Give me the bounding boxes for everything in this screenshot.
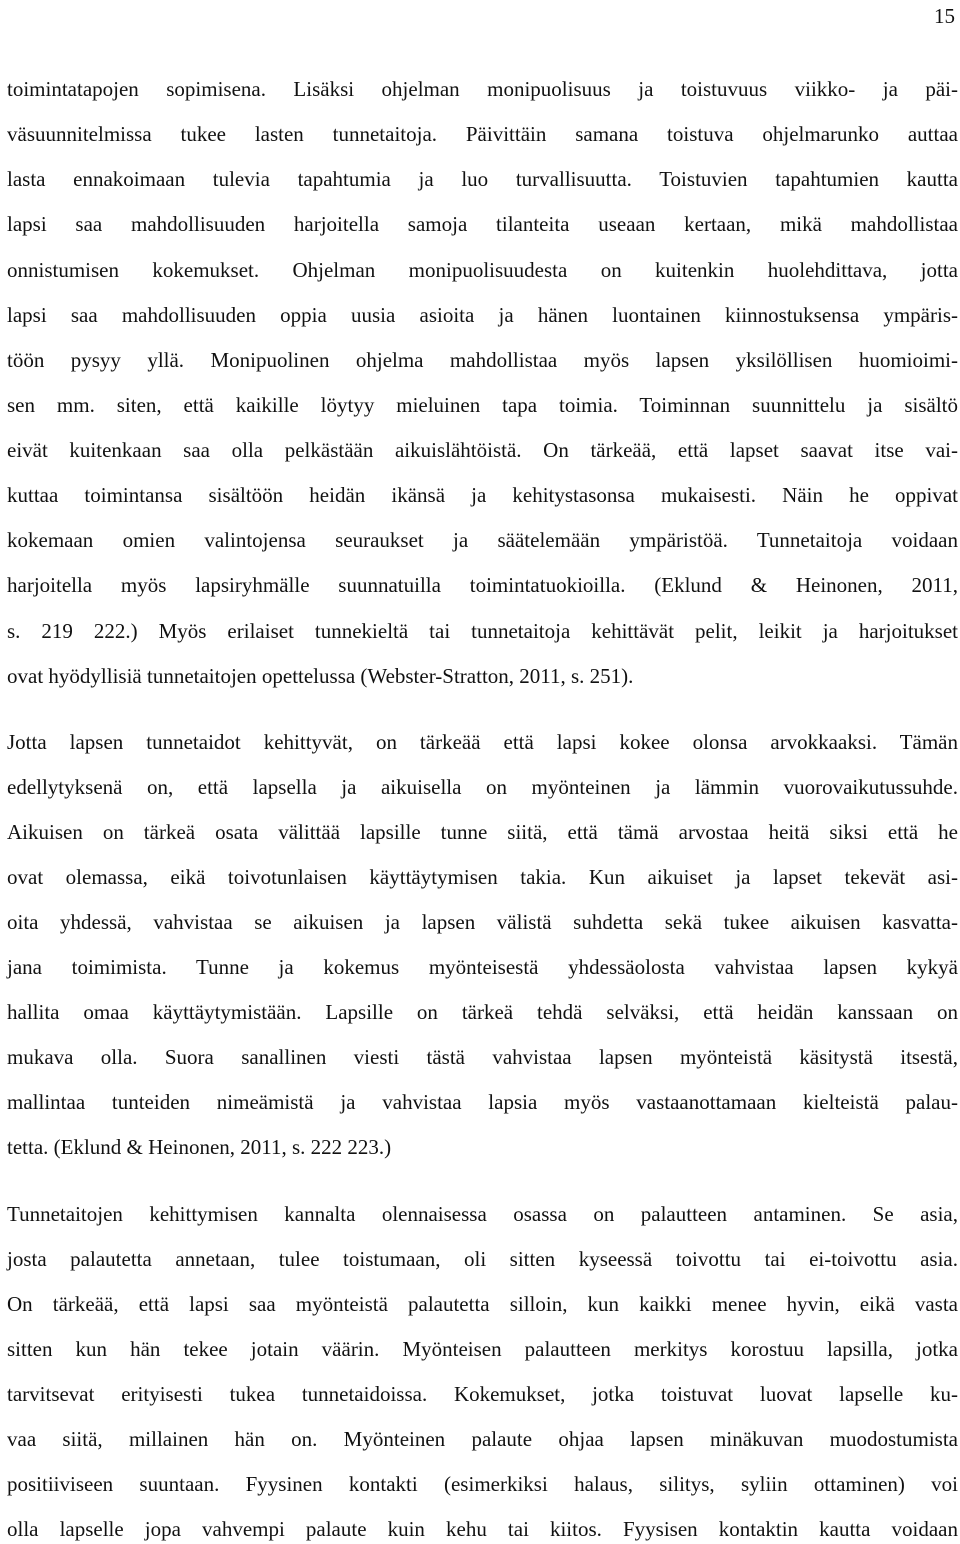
text-line: s. 219 222.) Myös erilaiset tunnekieltä tai tunnetaitoja kehittävät pelit, leikit ja harjoitukset xyxy=(7,619,958,643)
text-line: toimintatapojen sopimisena. Lisäksi ohjelman monipuolisuus ja toistuvuus viikko- ja päi- xyxy=(7,77,958,101)
text-line: töön pysyy yllä. Monipuolinen ohjelma mahdollistaa myös lapsen yksilöllisen huomioimi- xyxy=(7,348,958,372)
text-line: kokemaan omien valintojensa seuraukset ja säätelemään ympäristöä. Tunnetaitoja voidaan xyxy=(7,528,958,552)
text-line: onnistumisen kokemukset. Ohjelman monipuolisuudesta on kuitenkin huolehdittava, jotta xyxy=(7,258,958,282)
text-line: edellytyksenä on, että lapsella ja aikuisella on myönteinen ja lämmin vuorovaikutussuhde. xyxy=(7,775,958,799)
text-line: lapsi saa mahdollisuuden harjoitella samoja tilanteita useaan kertaan, mikä mahdollistaa xyxy=(7,212,958,236)
text-line: oita yhdessä, vahvistaa se aikuisen ja lapsen välistä suhdetta sekä tukee aikuisen kasvatta- xyxy=(7,910,958,934)
text-line: positiiviseen suuntaan. Fyysinen kontakti (esimerkiksi halaus, silitys, syliin ottaminen) voi xyxy=(7,1472,958,1496)
text-line: harjoitella myös lapsiryhmälle suunnatuilla toimintatuokioilla. (Eklund & Heinonen, 2011, xyxy=(7,573,958,597)
text-line: lapsi saa mahdollisuuden oppia uusia asioita ja hänen luontainen kiinnostuksensa ympäris- xyxy=(7,303,958,327)
text-line: ovat hyödyllisiä tunnetaitojen opettelussa (Webster-Stratton, 2011, s. 251). xyxy=(7,664,634,688)
text-line: jana toimimista. Tunne ja kokemus myönteisestä yhdessäolosta vahvistaa lapsen kykyä xyxy=(7,955,958,979)
text-line: sitten kun hän tekee jotain väärin. Myönteisen palautteen merkitys korostuu lapsilla, jotka xyxy=(7,1337,958,1361)
text-line: Tunnetaitojen kehittymisen kannalta olennaisessa osassa on palautteen antaminen. Se asia, xyxy=(7,1202,958,1226)
text-line: lasta ennakoimaan tulevia tapahtumia ja luo turvallisuutta. Toistuvien tapahtumien kautta xyxy=(7,167,958,191)
text-line: kuttaa toimintansa sisältöön heidän ikänsä ja kehitystasonsa mukaisesti. Näin he oppivat xyxy=(7,483,958,507)
text-line: Jotta lapsen tunnetaidot kehittyvät, on tärkeää että lapsi kokee olonsa arvokkaaksi. Tämän xyxy=(7,730,958,754)
text-line: väsuunnitelmissa tukee lasten tunnetaitoja. Päivittäin samana toistuva ohjelmarunko auttaa xyxy=(7,122,958,146)
text-line: vaa siitä, millainen hän on. Myönteinen palaute ohjaa lapsen minäkuvan muodostumista xyxy=(7,1427,958,1451)
text-line: Aikuisen on tärkeä osata välittää lapsille tunne siitä, että tämä arvostaa heitä siksi että he xyxy=(7,820,958,844)
text-line: mukava olla. Suora sanallinen viesti tästä vahvistaa lapsen myönteistä käsitystä itsestä, xyxy=(7,1045,958,1069)
text-line: tarvitsevat erityisesti tukea tunnetaidoissa. Kokemukset, jotka toistuvat luovat lapselle ku- xyxy=(7,1382,958,1406)
text-line: eivät kuitenkaan saa olla pelkästään aikuislähtöistä. On tärkeää, että lapset saavat itse vai- xyxy=(7,438,958,462)
text-line: ovat olemassa, eikä toivotunlaisen käyttäytymisen takia. Kun aikuiset ja lapset tekevät asi- xyxy=(7,865,958,889)
page-number: 15 xyxy=(934,4,955,28)
text-line: sen mm. siten, että kaikille löytyy mieluinen tapa toimia. Toiminnan suunnittelu ja sisältö xyxy=(7,393,958,417)
text-line: On tärkeää, että lapsi saa myönteistä palautetta silloin, kun kaikki menee hyvin, eikä vasta xyxy=(7,1292,958,1316)
text-line: josta palautetta annetaan, tulee toistumaan, oli sitten kyseessä toivottu tai ei-toivottu asia. xyxy=(7,1247,958,1271)
text-line: mallintaa tunteiden nimeämistä ja vahvistaa lapsia myös vastaanottamaan kielteistä palau- xyxy=(7,1090,958,1114)
text-line: tetta. (Eklund & Heinonen, 2011, s. 222 223.) xyxy=(7,1135,392,1159)
text-line: olla lapselle jopa vahvempi palaute kuin kehu tai kiitos. Fyysisen kontaktin kautta voidaan xyxy=(7,1517,958,1541)
text-line: hallita omaa käyttäytymistään. Lapsille on tärkeä tehdä selväksi, että heidän kanssaan on xyxy=(7,1000,958,1024)
